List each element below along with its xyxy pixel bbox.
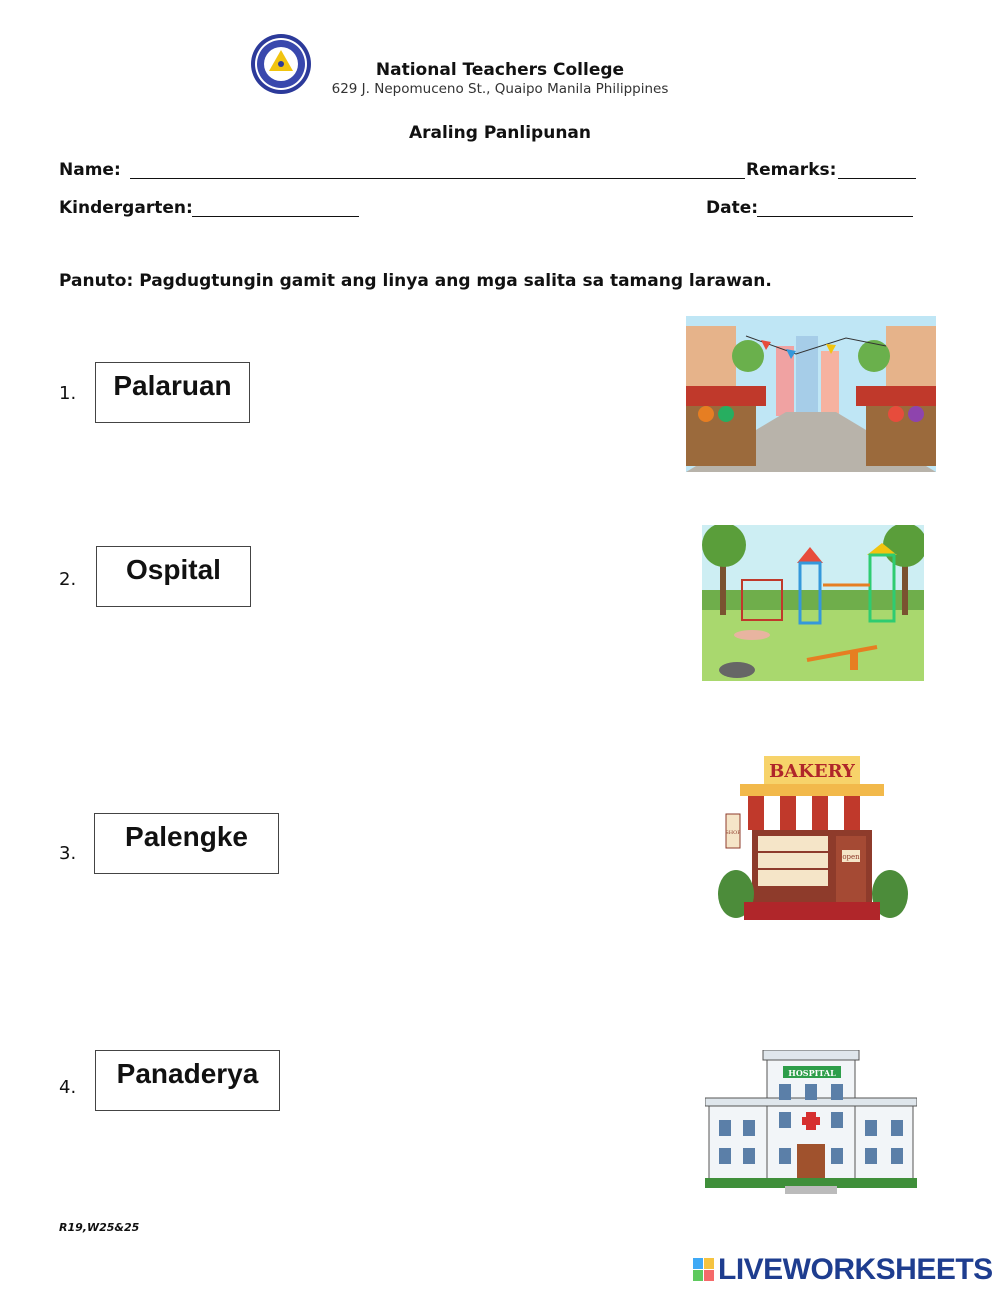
subject-title: Araling Panlipunan [408, 123, 592, 143]
liveworksheets-icon [693, 1258, 715, 1286]
remarks-line[interactable] [838, 178, 916, 179]
item-number: 2. [59, 569, 77, 590]
college-address: 629 J. Nepomuceno St., Quaipo Manila Philippines [331, 81, 669, 97]
hospital-sign-text: HOSPITAL [788, 1068, 836, 1078]
shop-sign-text: SHOP [725, 830, 741, 836]
college-name: National Teachers College [375, 60, 625, 80]
date-line[interactable] [757, 216, 913, 217]
liveworksheets-brand[interactable]: LIVEWORKSHEETS [718, 1253, 993, 1286]
word-box-palaruan[interactable]: Palaruan [95, 362, 250, 423]
open-sign-text: open [842, 853, 860, 861]
kindergarten-label: Kindergarten: [59, 198, 193, 218]
item-number: 1. [59, 383, 77, 404]
word-box-palengke[interactable]: Palengke [94, 813, 279, 874]
item-number: 4. [59, 1077, 77, 1098]
date-label: Date: [706, 198, 759, 218]
name-line[interactable] [130, 178, 745, 179]
worksheet-code: R19,W25&25 [59, 1221, 140, 1234]
market-street-image[interactable] [686, 316, 936, 472]
playground-image[interactable] [702, 525, 924, 681]
item-number: 3. [59, 843, 77, 864]
instructions: Panuto: Pagdugtungin gamit ang linya ang mga salita sa tamang larawan. [59, 271, 772, 291]
hospital-building-image[interactable] [705, 1050, 917, 1196]
kindergarten-line[interactable] [192, 216, 359, 217]
word-box-panaderya[interactable]: Panaderya [95, 1050, 280, 1111]
remarks-label: Remarks: [746, 160, 837, 180]
name-label: Name: [59, 160, 121, 180]
bakery-shop-image[interactable] [718, 754, 910, 922]
bakery-sign-text: BAKERY [769, 761, 855, 782]
word-box-ospital[interactable]: Ospital [96, 546, 251, 607]
